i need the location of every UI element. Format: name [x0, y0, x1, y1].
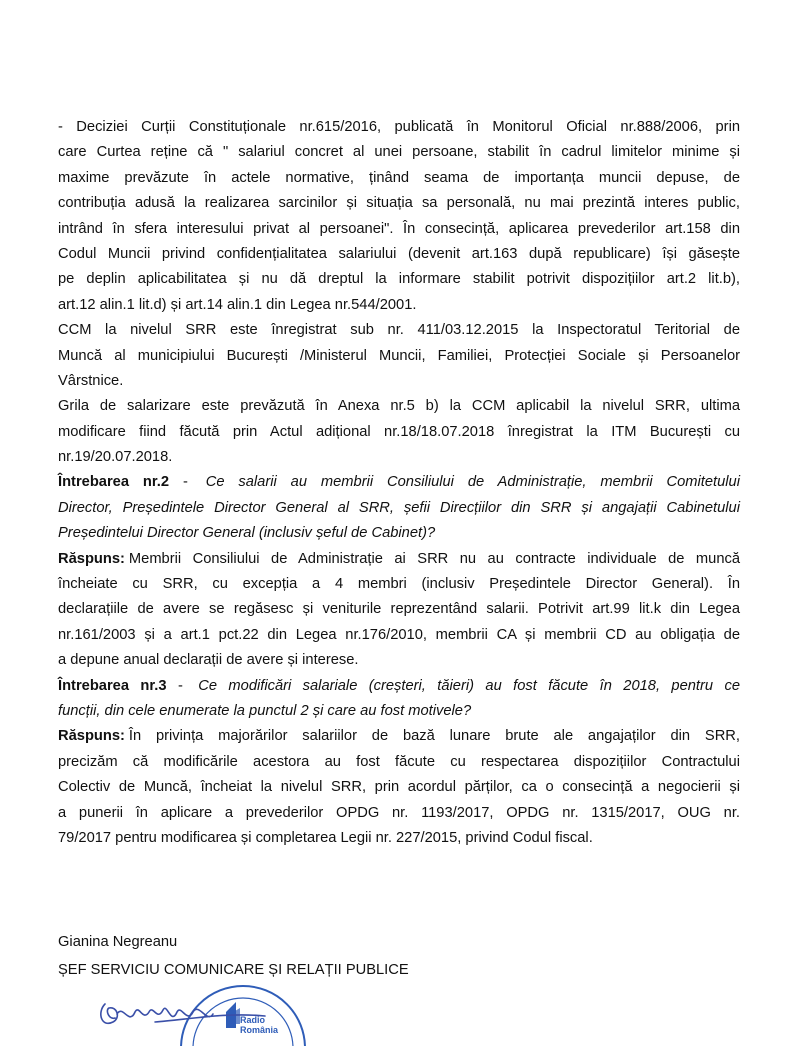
question-text: Președintelui Director General (inclusiv șeful de Cabinet)? [58, 525, 436, 542]
text-line: Codul Muncii privind confidențialitatea salariului (devenit art.163 după republicare) își găsește [58, 245, 740, 262]
question-2 [58, 470, 740, 546]
handwritten-signature [95, 982, 295, 1038]
stamp-text-line2: România [240, 1025, 279, 1035]
answer-text: Membrii Consiliului de Administrație ai SRR nu au contracte individuale de muncă [128, 550, 740, 567]
question-label: Întrebarea nr.2 [58, 474, 170, 491]
text-line: intrând în sfera interesului privat al persoanei". În consecință, aplicarea prevederilor art.158 din [58, 220, 740, 237]
answer-text: În privința majorărilor salariilor de bază lunare brute ale angajaților din SRR, [128, 728, 740, 745]
text-line: Muncă al municipiului București /Ministerul Muncii, Familiei, Protecției Sociale și Persoanelor [58, 347, 740, 364]
answer-text: Colectiv de Muncă, încheiat la nivelul SRR, prin acordul părților, ca o consecință a negocierii și [58, 779, 740, 796]
answer-label: Răspuns: [58, 550, 125, 567]
question-text: Ce modificări salariale (creșteri, tăieri) au fost făcute în 2018, pentru ce [198, 677, 740, 694]
paragraph-ccr-decision [58, 115, 740, 318]
answer-label: Răspuns: [58, 728, 125, 745]
question-text: Ce salarii au membrii Consiliului de Administrație, membrii Comitetului [205, 474, 740, 491]
text-line: pe deplin aplicabilitatea și nu dă dreptul la informare stabilit potrivit dispozițiilor art.2 lit.b), [58, 271, 740, 288]
text-line: Grila de salarizare este prevăzută în Anexa nr.5 b) la CCM aplicabil la nivelul SRR, ultima [58, 398, 740, 415]
signature-icon [95, 982, 295, 1038]
text-line: modificare fiind făcută prin Actul adițional nr.18/18.07.2018 înregistrat la ITM București cu [58, 423, 740, 440]
text-line: art.12 alin.1 lit.d) și art.14 alin.1 din Legea nr.544/2001. [58, 296, 417, 313]
question-text: Director, Președintele Director General al SRR, șefii Direcțiilor din SRR și angajații Cabinetului [58, 499, 740, 516]
paragraph-salary-grid [58, 394, 740, 470]
question-separator: - [166, 677, 195, 694]
paragraph-ccm-registration [58, 318, 740, 394]
text-line: Vârstnice. [58, 372, 124, 389]
answer-3 [58, 724, 740, 851]
text-line: CCM la nivelul SRR este înregistrat sub nr. 411/03.12.2015 la Inspectoratul Teritorial de [58, 322, 740, 339]
text-line [58, 470, 740, 495]
answer-text: 79/2017 pentru modificarea și completarea Legii nr. 227/2015, privind Codul fiscal. [58, 829, 593, 846]
stamp-text-line1: Radio [240, 1015, 266, 1025]
answer-2 [58, 547, 740, 674]
question-3 [58, 674, 740, 725]
document-body [58, 115, 740, 851]
text-line: - Deciziei Curții Constituționale nr.615/2016, publicată în Monitorul Oficial nr.888/2006, prin [58, 119, 740, 135]
question-text: funcții, din cele enumerate la punctul 2 și care au fost motivele? [58, 702, 472, 719]
answer-text: nr.161/2003 și a art.1 pct.22 din Legea nr.176/2010, membrii CA și membrii CD au obligația de [58, 626, 740, 643]
answer-text: a depune anual declarații de avere și interese. [58, 652, 359, 669]
question-separator: - [169, 474, 202, 491]
text-line [58, 547, 740, 572]
answer-text: încheiate cu SRR, cu excepția a 4 membri (inclusiv Președintele Director General). În [58, 576, 740, 593]
answer-text: precizăm că modificările acestora au fost făcute cu respectarea dispozițiilor Contractului [58, 753, 740, 770]
signatory-title: ȘEF SERVICIU COMUNICARE ȘI RELAȚII PUBLICE [58, 962, 409, 978]
text-line: contribuția adusă la realizarea sarcinilor și situația sa personală, nu mai prezintă interes public, [58, 195, 740, 212]
text-line [58, 674, 740, 699]
question-label: Întrebarea nr.3 [58, 677, 167, 694]
answer-text: a punerii în aplicare a prevederilor OPDG nr. 1193/2017, OPDG nr. 1315/2017, OUG nr. [58, 804, 740, 821]
answer-text: declarațiile de avere se regăsesc și veniturile reprezentând salarii. Potrivit art.99 lit.k din Legea [58, 601, 740, 618]
text-line: care Curtea reține că " salariul concret al unei persoane, stabilit în cadrul limitelor minime și [58, 144, 740, 161]
text-line: nr.19/20.07.2018. [58, 449, 173, 466]
signatory-name: Gianina Negreanu [58, 934, 178, 950]
text-line [58, 724, 740, 749]
text-line: maxime prevăzute în actele normative, ținând seama de importanța muncii depuse, de [58, 169, 740, 186]
